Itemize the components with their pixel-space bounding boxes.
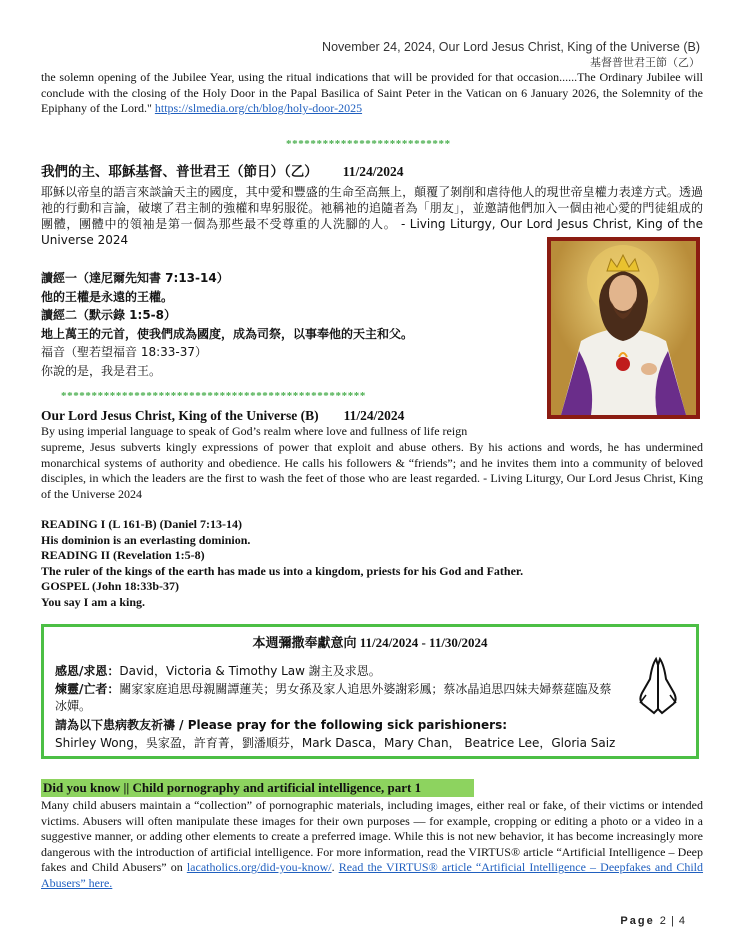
english-para-first-line: By using imperial language to speak of God’s realm where love and fullness of life reign <box>41 424 468 438</box>
english-readings <box>41 517 703 610</box>
page-number <box>620 914 686 930</box>
souls-label: 煉靈/亡者： <box>55 682 120 696</box>
thanks-text: David，Victoria & Timothy Law 謝主及求恩。 <box>119 664 381 678</box>
did-you-know-heading: Did you know || Child pornography and artificial intelligence, part 1 <box>41 779 474 797</box>
cn-reading1-text: 他的王權是永遠的王權。 <box>41 289 174 304</box>
christ-the-king-image <box>547 237 700 419</box>
english-section-paragraph: supreme, Jesus subverts kingly expressions of power that exploit and abuse others. By his actions and words, he has undermined monarchical systems of authority and obedience. He calls his followers & “friends”; and he invites them into a community of beloved disciples, in which the leaders are the first to wash the feet of those who are least regarded. - Living Liturgy, Our Lord Jesus Christ, King of the Universe 2024 <box>41 440 703 501</box>
green-star-divider: ************************************************** <box>61 390 366 402</box>
intro-text: the solemn opening of the Jubilee Year, using the ritual indications that will be provided for that occasion......The Ordinary Jubilee will conclude with the closing of the Holy Door in the Papal Basilica of Saint Peter in the Vatican on 6 January 2026, the Solemnity of the Epiphany of the Lord." <box>41 70 703 115</box>
en-reading2-label: READING II (Revelation 1:5-8) <box>41 548 205 562</box>
souls-text: 關家家庭追思母親關譚蓮芙；男女孫及家人追思外婆謝彩鳳；蔡冰晶追思四妹夫婦蔡莚臨及蔡冰嬋。 <box>55 682 612 713</box>
header-chinese-title: 基督普世君王節（乙） <box>590 56 700 69</box>
cn-gospel-text: 你說的是，我是君王。 <box>41 363 162 378</box>
cn-reading2-label: 讀經二（默示錄 1:5-8） <box>41 308 177 322</box>
praying-hands-icon <box>634 655 682 715</box>
cn-reading2-text: 地上萬王的元首，使我們成為國度，成為司祭，以事奉他的天主和父。 <box>41 326 414 341</box>
sick-list: Shirley Wong，吳家盈，許育菁，劉潘順芬，Mark Dasca，Mary Chan， Beatrice Lee，Gloria Saiz <box>55 736 616 750</box>
thanks-label: 感恩/求恩： <box>55 664 120 678</box>
thanks-line <box>55 663 615 680</box>
english-section-title: Our Lord Jesus Christ, King of the Universe (B) <box>41 408 319 423</box>
english-section-heading <box>41 408 404 425</box>
header-date-title: November 24, 2024, Our Lord Jesus Christ, King of the Universe (B) <box>322 40 700 54</box>
page-number-value: 2 | 4 <box>659 915 686 927</box>
en-reading1-text: His dominion is an everlasting dominion. <box>41 532 251 547</box>
pray-heading: 請為以下患病教友祈禱 / Please pray for the following sick parishioners: <box>55 718 508 732</box>
section-divider: *************************** <box>286 138 451 150</box>
page-label: Page <box>620 915 655 927</box>
chinese-section-paragraph: 耶穌以帝皇的語言來談論天主的國度，其中愛和豐盛的生命至高無上，顛覆了剝削和虐待他人的現世帝皇權力表達方式。透過祂的行動和言論，破壞了君主制的強權和卑躬服從。祂稱祂的追隨者為「朋友」，並邀請他們加入一個由祂心愛的門徒組成的團體，團體中的領袖是第一個為那些最不受尊重的人洗腳的人。 - Living Liturgy, Our Lord Jesus Christ, King of the Universe 2024 <box>41 185 703 247</box>
holy-door-link[interactable]: https://slmedia.org/ch/blog/holy-door-2025 <box>154 101 363 115</box>
cn-reading1-label: 讀經一（達尼爾先知書 7:13-14） <box>41 271 229 285</box>
english-section-date: 11/24/2024 <box>343 408 405 423</box>
en-reading2-text: The ruler of the kings of the earth has made us into a kingdom, priests for his God and Father. <box>41 563 524 578</box>
did-you-know-paragraph: Many child abusers maintain a “collection” of pornographic materials, including images, either real or fake, of their victims or intended victims. Abusers will often manipulate these images for their own purposes — for example, cropping or editing a photo or a video in a suggestive manner, or adding other elements to create a preferred image. While this is not new behavior, it has become increasingly more dangerous with the introduction of artificial intelligence. For more information, read the VIRTUS® article “Artificial Intelligence – Deep fakes and Child Abusers” on lacatholics.org/did-you-know/. Read the VIRTUS® article “Artificial Intelligence – Deepfakes and Child Abusers” here. <box>41 798 704 890</box>
mass-intentions-title: 本週彌撒奉獻意向 11/24/2024 - 11/30/2024 <box>252 635 488 650</box>
did-you-know-text: Many child abusers maintain a “collection” of pornographic materials, including images, either real or fake, of their victims or intended victims. Abusers will often manipulate these images for their own purposes — for example, cropping or editing a photo or a video in a suggestive manner, or adding other elements to create a preferred image. While this is not new behavior, it has become increasingly more dangerous with the introduction of artificial intelligence. For more information, read the VIRTUS® article “Artificial Intelligence – Deep fakes and Child Abusers” on <box>41 798 703 874</box>
souls-line <box>55 681 615 715</box>
en-reading1-label: READING I (L 161-B) (Daniel 7:13-14) <box>41 517 242 531</box>
en-gospel-label: GOSPEL (John 18:33b-37) <box>41 579 180 593</box>
cn-gospel-label: 福音（聖若望福音 18:33-37） <box>41 345 207 359</box>
chinese-section-title: 我們的主、耶穌基督、普世君王（節日）（乙） <box>41 164 318 180</box>
virtus-article-link[interactable]: Read the VIRTUS® article “Artificial Intelligence – Deepfakes and Child Abusers” here. <box>41 860 704 890</box>
chinese-readings <box>41 269 541 380</box>
intro-paragraph <box>41 70 703 117</box>
lacatholics-link[interactable]: lacatholics.org/did-you-know/ <box>186 860 332 874</box>
chinese-section-date: 11/24/2024 <box>342 164 404 179</box>
christ-the-king-illustration <box>551 241 696 415</box>
mass-intentions-box <box>41 624 699 759</box>
en-gospel-text: You say I am a king. <box>41 594 146 609</box>
chinese-section-heading <box>41 164 404 181</box>
